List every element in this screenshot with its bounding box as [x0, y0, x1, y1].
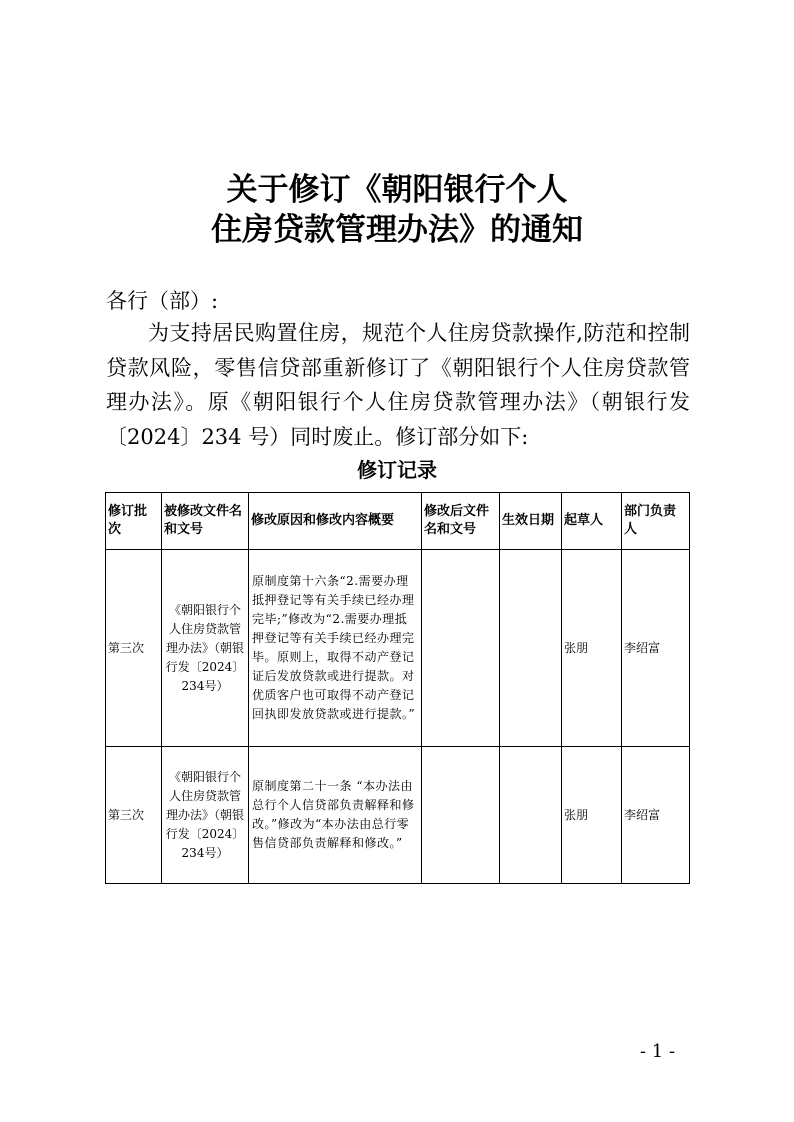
cell-reason: 原制度第二十一条 “本办法由总行个人信贷部负责解释和修改。”修改为“本办法由总行零售信贷部负责解释和修改。”	[249, 747, 422, 884]
table-caption: 修订记录	[357, 458, 437, 482]
cell-reason: 原制度第十六条“2.需要办理抵押登记等有关手续已经办理完毕;”修改为“2.需要办理抵押登记等有关手续已经办理完毕。原则上，取得不动产登记证后发放贷款或进行提款。对优质客户也可取得不动产登记回执即发放贷款或进行提款。”	[249, 550, 422, 747]
cell-new-doc	[422, 550, 500, 747]
cell-batch: 第三次	[106, 747, 162, 884]
title-line-2: 住房贷款管理办法》的通知	[211, 212, 583, 248]
cell-drafter: 张朋	[562, 550, 622, 747]
cell-dept-head: 李绍富	[622, 747, 690, 884]
cell-dept-head: 李绍富	[622, 550, 690, 747]
cell-drafter: 张朋	[562, 747, 622, 884]
header-dept-head: 部门负责人	[622, 493, 690, 550]
header-reason: 修改原因和修改内容概要	[249, 493, 422, 550]
table-row	[106, 747, 690, 884]
header-drafter: 起草人	[562, 493, 622, 550]
cell-batch: 第三次	[106, 550, 162, 747]
page-number: - 1 -	[640, 1041, 676, 1062]
cell-modified-doc: 《朝阳银行个人住房贷款管理办法》（朝银行发〔2024〕234号）	[162, 550, 249, 747]
header-effective-date: 生效日期	[500, 493, 562, 550]
document-title	[0, 170, 794, 250]
header-modified-doc: 被修改文件名和文号	[162, 493, 249, 550]
table-header-row	[106, 493, 690, 550]
cell-effective-date	[500, 550, 562, 747]
table-row	[106, 550, 690, 747]
header-batch: 修订批次	[106, 493, 162, 550]
header-new-doc: 修改后文件名和文号	[422, 493, 500, 550]
salutation: 各行（部）:	[106, 289, 219, 313]
title-line-1: 关于修订《朝阳银行个人	[226, 172, 568, 208]
cell-effective-date	[500, 747, 562, 884]
cell-modified-doc: 《朝阳银行个人住房贷款管理办法》（朝银行发〔2024〕234号）	[162, 747, 249, 884]
body-paragraph: 为支持居民购置住房，规范个人住房贷款操作,防范和控制贷款风险，零售信贷部重新修订了《朝阳银行个人住房贷款管理办法》。原《朝阳银行个人住房贷款管理办法》（朝银行发〔2024〕234 号）同时废止。修订部分如下:	[106, 321, 690, 449]
cell-new-doc	[422, 747, 500, 884]
revision-table	[105, 492, 690, 884]
